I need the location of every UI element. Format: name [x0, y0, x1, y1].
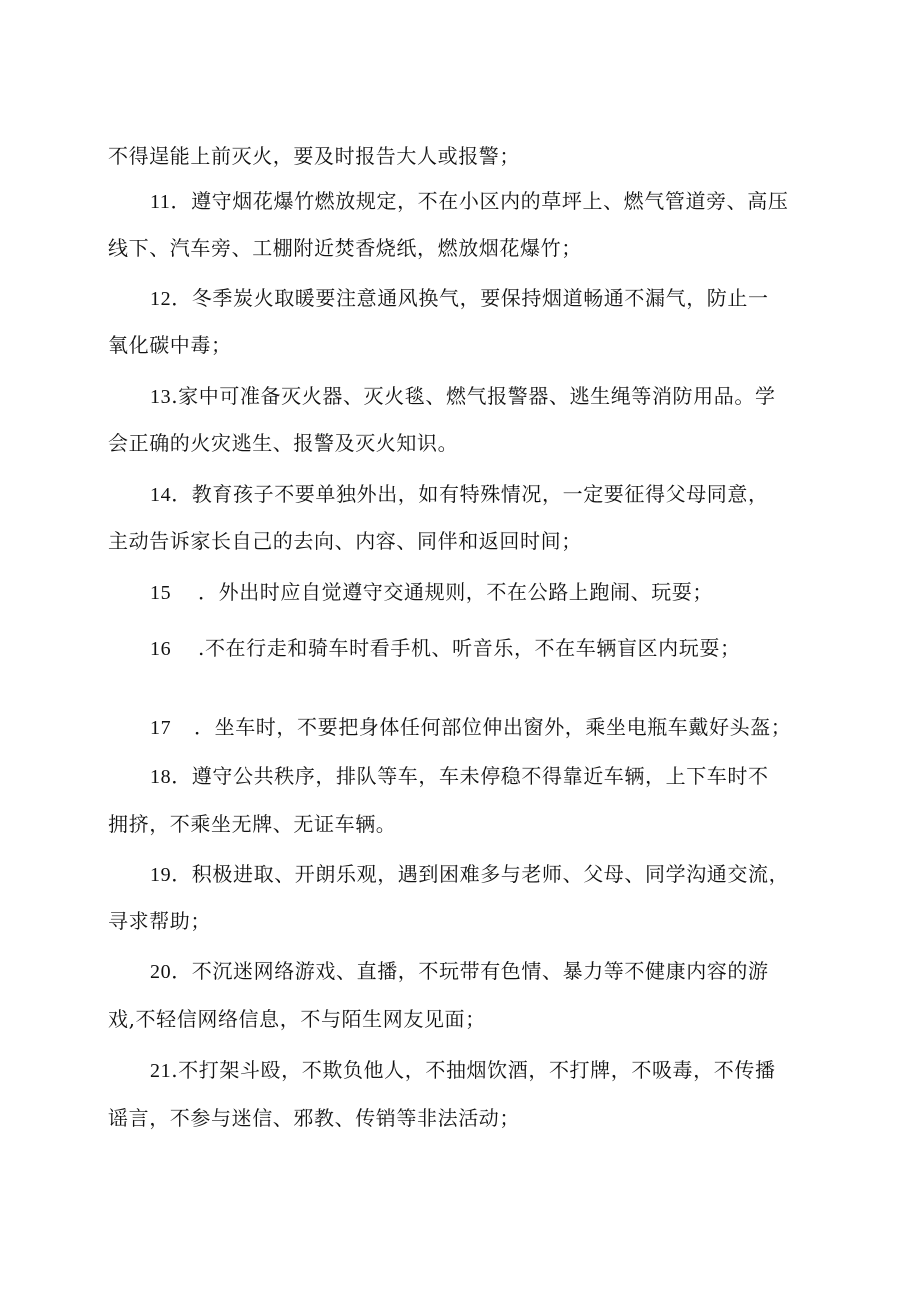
item-number: 18 [150, 766, 172, 788]
item-number: 12 [150, 288, 172, 310]
list-item-13-continuation [108, 429, 828, 457]
item-number: 20 [150, 961, 172, 983]
list-item-20 [150, 957, 870, 986]
item-text: ．外出时应自觉遵守交通规则，不在公路上跑闹、玩耍； [198, 580, 713, 604]
list-item-17 [150, 713, 870, 742]
list-item-13 [150, 382, 870, 411]
item-text: ．坐车时，不要把身体任何部位伸出窗外，乘坐电瓶车戴好头盔； [194, 715, 792, 739]
list-item-19-continuation [108, 907, 828, 935]
list-item-12 [150, 284, 870, 313]
list-item-18 [150, 762, 870, 791]
item-text: .家中可准备灭火器、灭火毯、燃气报警器、逃生绳等消防用品。学 [171, 384, 776, 408]
item-text: 戏,不轻信网络信息，不与陌生网友见面； [108, 1007, 486, 1031]
item-text: 寻求帮助； [108, 909, 211, 933]
item-text: 线下、汽车旁、工棚附近焚香烧纸，燃放烟花爆竹； [108, 236, 582, 260]
list-item-21-continuation [108, 1104, 828, 1132]
item-number: 15 [150, 582, 172, 604]
list-item-12-continuation [108, 331, 828, 359]
list-item-14 [150, 480, 870, 509]
list-item-16 [150, 634, 870, 663]
list-item-15 [150, 578, 870, 607]
list-item-18-continuation [108, 810, 828, 838]
item-text: 谣言，不参与迷信、邪教、传销等非法活动； [108, 1106, 520, 1130]
item-number: 14 [150, 484, 172, 506]
item-number: 16 [150, 638, 172, 660]
item-text: 氧化碳中毒； [108, 333, 232, 357]
item-text: .不在行走和骑车时看手机、听音乐，不在车辆盲区内玩耍； [198, 636, 741, 660]
item-text: ．遵守公共秩序，排队等车，车未停稳不得靠近车辆，上下车时不 [171, 764, 769, 788]
item-text: ．积极进取、开朗乐观，遇到困难多与老师、父母、同学沟通交流， [171, 862, 790, 886]
item-number: 21 [150, 1060, 172, 1082]
item-text: ．不沉迷网络游戏、直播，不玩带有色情、暴力等不健康内容的游 [171, 959, 769, 983]
list-item-19 [150, 860, 870, 889]
item-text: 会正确的火灾逃生、报警及灭火知识。 [108, 431, 459, 455]
list-item-21 [150, 1056, 870, 1085]
item-number: 11 [150, 191, 171, 213]
item-number: 19 [150, 864, 172, 886]
item-number: 13 [150, 386, 172, 408]
list-item-11-continuation [108, 234, 828, 262]
item-text: 主动告诉家长自己的去向、内容、同伴和返回时间； [108, 529, 582, 553]
item-text: .不打架斗殴，不欺负他人，不抽烟饮酒，不打牌，不吸毒，不传播 [171, 1058, 776, 1082]
list-item-11 [150, 187, 870, 216]
list-item-20-continuation [108, 1005, 828, 1033]
item-text: ．遵守烟花爆竹燃放规定，不在小区内的草坪上、燃气管道旁、高压 [170, 189, 789, 213]
paragraph-text: 不得逞能上前灭火，要及时报告大人或报警； [108, 144, 520, 168]
list-item-14-continuation [108, 527, 828, 555]
item-text: ．教育孩子不要单独外出，如有特殊情况，一定要征得父母同意， [171, 482, 769, 506]
paragraph-continuation [108, 142, 828, 170]
item-text: 拥挤，不乘坐无牌、无证车辆。 [108, 812, 397, 836]
item-text: ．冬季炭火取暖要注意通风换气，要保持烟道畅通不漏气，防止一 [171, 286, 769, 310]
item-number: 17 [150, 717, 172, 739]
